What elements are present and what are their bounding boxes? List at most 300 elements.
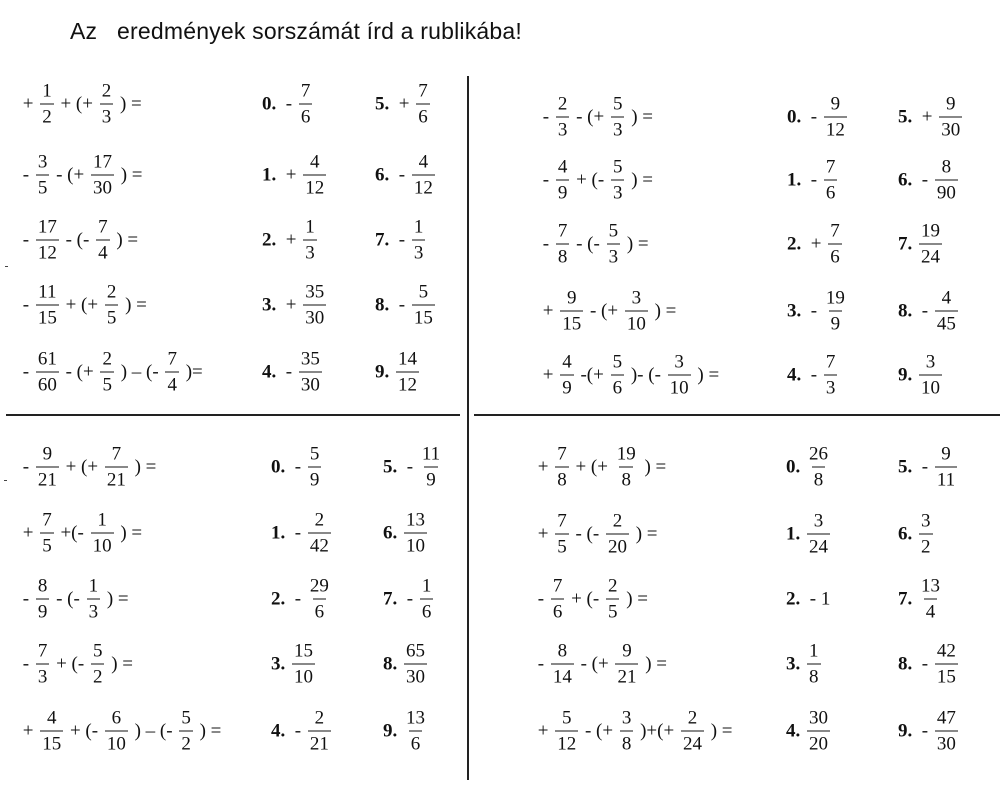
math-operator: )+(+	[635, 720, 679, 742]
fraction	[611, 353, 625, 398]
fraction	[36, 642, 50, 687]
numerator: 3	[621, 707, 632, 729]
exercise-expression	[18, 577, 133, 622]
numerator: 7	[111, 443, 122, 465]
fraction	[807, 642, 821, 687]
fraction	[91, 153, 114, 198]
fraction	[105, 709, 128, 754]
denominator: 3	[824, 375, 838, 398]
numerator: 7	[825, 351, 836, 373]
fraction	[40, 709, 63, 754]
option-number: 7.	[898, 588, 917, 610]
numerator: 19	[825, 287, 845, 309]
answer-option	[787, 353, 839, 398]
answer-option	[787, 222, 844, 267]
numerator: 9	[941, 443, 951, 465]
math-operator: - (-	[51, 588, 85, 610]
fraction	[556, 158, 570, 203]
math-operator: -	[806, 364, 822, 386]
math-operator: -	[281, 93, 297, 115]
option-number: 4.	[262, 361, 281, 383]
denominator: 20	[606, 534, 629, 557]
math-operator: -	[394, 164, 410, 186]
math-operator: ) =	[115, 522, 147, 544]
math-operator: + (-	[571, 169, 609, 191]
math-operator: -	[394, 229, 410, 251]
math-operator: - (+	[60, 361, 99, 383]
math-operator: ) =	[626, 106, 658, 128]
fraction	[308, 511, 331, 556]
exercise-expression	[18, 445, 161, 490]
numerator: 11	[421, 443, 441, 465]
answer-option	[787, 289, 849, 334]
exercise-expression	[538, 353, 724, 398]
option-number: 1.	[262, 164, 281, 186]
fraction	[919, 512, 933, 557]
numerator: 1	[42, 80, 52, 102]
numerator: 7	[167, 348, 177, 370]
denominator: 9	[424, 467, 438, 490]
fraction	[404, 511, 427, 556]
denominator: 3	[100, 104, 114, 127]
denominator: 8	[807, 664, 821, 687]
denominator: 10	[668, 375, 691, 398]
fraction	[36, 218, 59, 263]
denominator: 4	[96, 240, 110, 263]
answer-option	[787, 158, 839, 203]
numerator: 29	[309, 575, 329, 597]
numerator: 1	[88, 575, 99, 597]
fraction	[404, 709, 427, 754]
numerator: 8	[557, 640, 568, 662]
denominator: 21	[308, 731, 331, 754]
answer-option	[898, 577, 944, 622]
exercise-expression	[18, 642, 138, 687]
math-operator: -	[18, 456, 34, 478]
math-operator: ) =	[120, 294, 152, 316]
answer-option	[262, 283, 328, 328]
fraction	[807, 512, 830, 557]
answer-option	[262, 82, 314, 127]
math-operator: -	[18, 229, 34, 251]
option-number: 5.	[383, 456, 402, 478]
math-operator: ) =	[622, 233, 654, 255]
option-number: 0.	[787, 106, 806, 128]
option-number: 6.	[383, 522, 402, 544]
answer-option	[262, 350, 324, 395]
numerator: 5	[181, 707, 191, 729]
denominator: 9	[556, 180, 570, 203]
exercise-expression	[18, 153, 147, 198]
fraction	[420, 577, 434, 622]
math-operator: +	[18, 720, 39, 742]
option-number: 3.	[262, 294, 281, 316]
math-operator: ) =	[621, 588, 653, 610]
fraction	[396, 350, 419, 395]
math-operator: ) =	[194, 720, 227, 742]
fraction	[824, 353, 838, 398]
numerator: 17	[92, 151, 112, 173]
math-operator: +	[281, 164, 302, 186]
numerator: 7	[552, 575, 563, 597]
denominator: 2	[40, 104, 54, 127]
fraction	[555, 445, 569, 490]
fraction	[935, 642, 958, 687]
fraction	[299, 82, 313, 127]
numerator: 4	[309, 151, 320, 173]
denominator: 8	[555, 467, 569, 490]
fraction	[607, 222, 621, 267]
numerator: 7	[42, 509, 52, 531]
fraction	[560, 289, 583, 334]
exercise-expression	[533, 512, 662, 557]
exercise-expression	[18, 511, 147, 556]
denominator: 21	[36, 467, 59, 490]
exercise-expression	[18, 82, 147, 127]
math-operator: -	[290, 588, 306, 610]
option-number: 1.	[271, 522, 290, 544]
numerator: 3	[631, 287, 642, 309]
denominator: 15	[40, 731, 63, 754]
option-number: 5.	[375, 93, 394, 115]
option-number: 8.	[375, 294, 394, 316]
numerator: 5	[612, 93, 623, 115]
fraction	[165, 350, 179, 395]
denominator: 5	[36, 175, 50, 198]
fraction	[551, 642, 574, 687]
math-operator: ) =	[649, 300, 682, 322]
denominator: 12	[396, 372, 419, 395]
fraction	[308, 445, 322, 490]
exercise-expression	[538, 222, 653, 267]
math-operator: + (+	[60, 294, 103, 316]
denominator: 12	[555, 731, 578, 754]
math-operator: +	[533, 456, 554, 478]
numerator: 42	[936, 640, 956, 662]
fraction	[828, 222, 842, 267]
math-operator: ) – (-	[115, 361, 164, 383]
fraction	[615, 642, 638, 687]
denominator: 3	[87, 599, 101, 622]
math-operator: ) =	[705, 720, 738, 742]
fraction	[36, 350, 59, 395]
fraction	[40, 82, 54, 127]
denominator: 5	[40, 533, 54, 556]
exercise-expression	[533, 577, 653, 622]
numerator: 13	[406, 707, 425, 729]
answer-option	[383, 445, 444, 490]
fraction	[935, 709, 958, 754]
denominator: 5	[555, 534, 569, 557]
numerator: 7	[418, 80, 428, 102]
fraction	[560, 353, 574, 398]
answer-option	[786, 642, 823, 687]
answer-option	[383, 577, 435, 622]
option-number: 6.	[375, 164, 394, 186]
denominator: 4	[924, 599, 938, 622]
denominator: 2	[919, 534, 933, 557]
fraction	[308, 709, 331, 754]
option-number: 2.	[271, 588, 290, 610]
answer-option	[375, 218, 427, 263]
fraction	[303, 153, 326, 198]
option-number: 7.	[375, 229, 394, 251]
math-operator: )- (-	[626, 364, 666, 386]
numerator: 7	[830, 220, 840, 242]
fraction	[96, 218, 110, 263]
answer-option	[271, 709, 333, 754]
denominator: 42	[308, 533, 331, 556]
stray-mark	[4, 480, 7, 481]
option-number: 1.	[786, 523, 805, 545]
numerator: 35	[305, 281, 325, 303]
math-operator: ) =	[626, 169, 658, 191]
answer-option	[383, 709, 429, 754]
numerator: 5	[92, 640, 103, 662]
denominator: 9	[308, 467, 322, 490]
denominator: 6	[409, 731, 423, 754]
math-operator: -	[917, 720, 933, 742]
answer-option	[383, 511, 429, 556]
fraction	[606, 512, 629, 557]
math-operator: -	[394, 294, 410, 316]
denominator: 21	[105, 467, 128, 490]
math-operator: -	[290, 456, 306, 478]
answer-option	[898, 445, 959, 490]
option-number: 4.	[787, 364, 806, 386]
fraction	[824, 158, 838, 203]
fraction	[91, 511, 114, 556]
numerator: 47	[936, 707, 956, 729]
denominator: 15	[412, 305, 435, 328]
fraction	[308, 577, 331, 622]
answer-option	[375, 82, 432, 127]
denominator: 5	[105, 305, 119, 328]
fraction	[412, 218, 426, 263]
denominator: 10	[919, 375, 942, 398]
math-operator: -	[806, 106, 822, 128]
math-operator: -	[806, 300, 822, 322]
option-number: 0.	[786, 456, 805, 478]
denominator: 15	[935, 664, 958, 687]
denominator: 24	[681, 731, 704, 754]
fraction	[611, 95, 625, 140]
option-number: 2.	[786, 588, 805, 610]
option-number: 3.	[786, 653, 805, 675]
math-operator: -	[538, 169, 554, 191]
math-operator: ) =	[129, 456, 162, 478]
denominator: 24	[807, 534, 830, 557]
option-number: 8.	[898, 653, 917, 675]
numerator: 7	[557, 220, 568, 242]
denominator: 10	[404, 533, 427, 556]
math-operator: - (+	[571, 106, 609, 128]
page-title: Az eredmények sorszámát írd a rublikába!	[70, 18, 522, 44]
horizontal-divider-left	[6, 414, 460, 416]
option-number: 9.	[898, 720, 917, 742]
math-operator: ) =	[640, 653, 672, 675]
numerator: 13	[406, 509, 425, 531]
numerator: 4	[418, 151, 429, 173]
math-operator: ) =	[115, 93, 147, 115]
math-operator: -	[18, 653, 34, 675]
fraction	[615, 445, 638, 490]
denominator: 10	[625, 311, 648, 334]
math-operator: +	[538, 364, 559, 386]
option-number: 9.	[898, 364, 917, 386]
fraction	[939, 95, 962, 140]
numerator: 9	[566, 287, 577, 309]
option-number: 6.	[898, 523, 917, 545]
math-operator: ) =	[111, 229, 143, 251]
denominator: 6	[611, 375, 625, 398]
fraction	[40, 511, 54, 556]
math-operator: -	[533, 653, 549, 675]
fraction	[105, 445, 128, 490]
exercise-expression	[18, 350, 207, 395]
fraction	[100, 350, 114, 395]
denominator: 3	[611, 117, 625, 140]
fraction	[36, 577, 50, 622]
fraction	[36, 445, 59, 490]
math-operator: -	[538, 233, 554, 255]
numerator: 2	[612, 510, 623, 532]
option-number: 7.	[898, 233, 917, 255]
numerator: 1	[305, 216, 315, 238]
math-operator: - 1	[805, 588, 836, 610]
option-number: 0.	[262, 93, 281, 115]
denominator: 60	[36, 372, 59, 395]
numerator: 2	[314, 509, 325, 531]
numerator: 4	[941, 287, 952, 309]
numerator: 8	[37, 575, 48, 597]
exercise-expression	[533, 445, 671, 490]
math-operator: -	[281, 361, 297, 383]
numerator: 5	[309, 443, 320, 465]
denominator: 30	[935, 731, 958, 754]
math-operator: -	[533, 588, 549, 610]
denominator: 8	[556, 244, 570, 267]
numerator: 61	[37, 348, 57, 370]
math-operator: -	[18, 294, 34, 316]
math-operator: + (-	[51, 653, 89, 675]
denominator: 2	[179, 731, 193, 754]
math-operator: ) =	[692, 364, 724, 386]
fraction	[919, 222, 942, 267]
exercise-expression	[538, 289, 681, 334]
numerator: 2	[101, 80, 112, 102]
fraction	[935, 445, 957, 490]
numerator: 9	[622, 640, 632, 662]
answer-option	[786, 512, 832, 557]
denominator: 3	[36, 664, 50, 687]
numerator: 9	[945, 93, 956, 115]
fraction	[555, 512, 569, 557]
numerator: 5	[418, 281, 429, 303]
numerator: 7	[825, 156, 836, 178]
math-operator: ) =	[630, 523, 663, 545]
numerator: 4	[562, 351, 572, 373]
answer-option	[375, 283, 437, 328]
denominator: 8	[619, 467, 633, 490]
math-operator: - (-	[60, 229, 95, 251]
denominator: 6	[420, 599, 434, 622]
numerator: 26	[809, 443, 828, 465]
math-operator: +	[917, 106, 938, 128]
math-operator: +	[538, 300, 559, 322]
numerator: 3	[813, 510, 824, 532]
numerator: 7	[98, 216, 108, 238]
fraction	[36, 153, 50, 198]
fraction	[36, 283, 59, 328]
numerator: 13	[921, 575, 940, 597]
denominator: 4	[165, 372, 179, 395]
math-operator: -	[18, 164, 34, 186]
math-operator: + (-	[65, 720, 103, 742]
numerator: 7	[37, 640, 48, 662]
math-operator: + (+	[570, 456, 613, 478]
numerator: 9	[830, 93, 841, 115]
exercise-expression	[18, 709, 226, 754]
option-number: 0.	[271, 456, 290, 478]
answer-option	[271, 642, 317, 687]
math-operator: +	[281, 294, 302, 316]
numerator: 2	[102, 348, 112, 370]
option-number: 1.	[787, 169, 806, 191]
numerator: 19	[921, 220, 940, 242]
math-operator: +	[394, 93, 415, 115]
option-number: 9.	[375, 361, 394, 383]
math-operator: - (-	[571, 233, 605, 255]
math-operator: )=	[180, 361, 208, 383]
answer-option	[262, 153, 328, 198]
denominator: 3	[303, 240, 317, 263]
numerator: 30	[809, 707, 828, 729]
stray-mark	[5, 266, 8, 267]
denominator: 9	[829, 311, 843, 334]
math-operator: + (+	[55, 93, 98, 115]
fraction	[87, 577, 101, 622]
numerator: 2	[557, 93, 568, 115]
answer-option	[898, 709, 960, 754]
numerator: 2	[687, 707, 698, 729]
option-number: 4.	[786, 720, 805, 742]
math-operator: ) =	[115, 164, 148, 186]
numerator: 3	[37, 151, 48, 173]
numerator: 3	[925, 351, 936, 373]
numerator: 9	[42, 443, 53, 465]
math-operator: -	[917, 653, 933, 675]
numerator: 7	[557, 510, 567, 532]
math-operator: ) =	[102, 588, 134, 610]
fraction	[412, 283, 435, 328]
math-operator: -	[917, 169, 933, 191]
math-operator: -	[917, 456, 933, 478]
denominator: 3	[607, 244, 621, 267]
option-number: 3.	[271, 653, 290, 675]
denominator: 90	[935, 180, 958, 203]
denominator: 12	[36, 240, 59, 263]
fraction	[100, 82, 114, 127]
denominator: 3	[412, 240, 426, 263]
numerator: 2	[106, 281, 117, 303]
answer-option	[786, 709, 832, 754]
math-operator: + (+	[60, 456, 103, 478]
math-operator: + (-	[566, 588, 604, 610]
denominator: 24	[919, 244, 942, 267]
numerator: 1	[421, 575, 432, 597]
fraction	[668, 353, 691, 398]
